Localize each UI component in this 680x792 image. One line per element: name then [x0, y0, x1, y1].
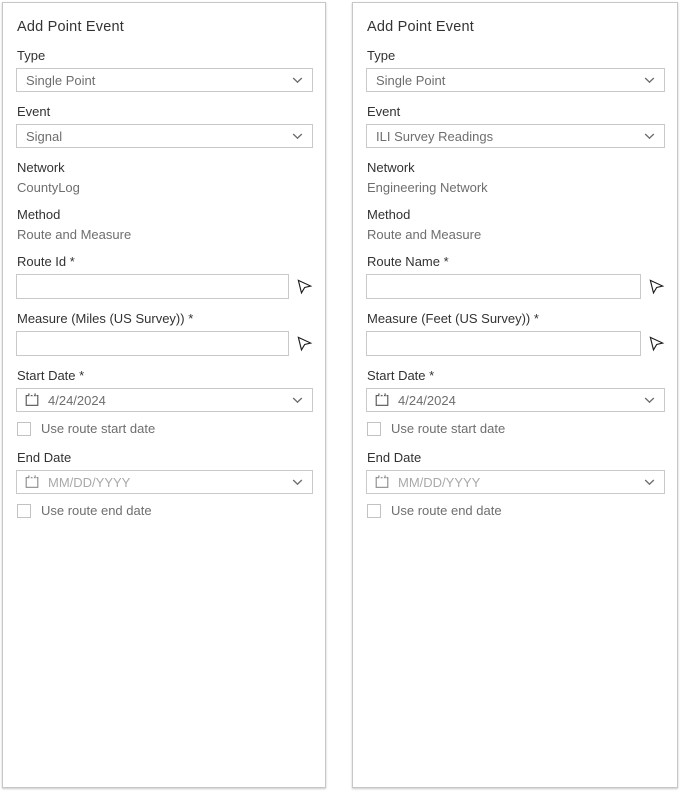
calendar-icon: [374, 392, 390, 408]
network-label: Network: [17, 160, 65, 175]
method-value: Route and Measure: [367, 227, 482, 242]
calendar-icon: [24, 474, 40, 490]
cursor-arrow-right-icon: [648, 335, 665, 352]
measure-row: [366, 331, 665, 356]
start-date-label: Start Date *: [367, 368, 435, 383]
method-value: Route and Measure: [17, 227, 132, 242]
route-name-row: [366, 274, 665, 299]
start-date-value: 4/24/2024: [48, 392, 106, 408]
measure-input[interactable]: [16, 331, 289, 356]
use-route-start-label: Use route start date: [391, 421, 506, 436]
type-label: Type: [367, 48, 396, 63]
end-date-picker[interactable]: [16, 470, 313, 494]
method-label: Method: [367, 207, 411, 222]
network-value: Engineering Network: [367, 180, 488, 195]
use-route-end-row: [17, 503, 313, 518]
calendar-icon: [374, 474, 390, 490]
chevron-down-icon: [292, 77, 303, 84]
type-select[interactable]: [16, 68, 313, 92]
event-select-value: Signal: [26, 128, 63, 144]
event-select-value: ILI Survey Readings: [376, 128, 494, 144]
end-date-label: End Date: [367, 450, 422, 465]
type-select-value: Single Point: [26, 72, 96, 88]
end-date-placeholder: MM/DD/YYYY: [398, 474, 481, 490]
chevron-down-icon: [644, 479, 655, 486]
start-date-picker[interactable]: [16, 388, 313, 412]
use-route-end-row: [367, 503, 665, 518]
chevron-down-icon: [644, 397, 655, 404]
event-label: Event: [367, 104, 401, 119]
use-route-start-checkbox[interactable]: [367, 422, 381, 436]
cursor-arrow-right-icon: [648, 278, 665, 295]
type-select-value: Single Point: [376, 72, 446, 88]
chevron-down-icon: [644, 133, 655, 140]
panel-title: Add Point Event: [17, 19, 124, 35]
cursor-arrow-right-icon: [296, 335, 313, 352]
end-date-placeholder: MM/DD/YYYY: [48, 474, 131, 490]
chevron-down-icon: [292, 397, 303, 404]
use-route-start-row: [17, 421, 313, 436]
measure-picker-button[interactable]: [295, 335, 313, 353]
route-picker-button[interactable]: [647, 278, 665, 296]
use-route-start-checkbox[interactable]: [17, 422, 31, 436]
cursor-arrow-right-icon: [296, 278, 313, 295]
route-id-row: [16, 274, 313, 299]
chevron-down-icon: [644, 77, 655, 84]
use-route-end-checkbox[interactable]: [367, 504, 381, 518]
method-label: Method: [17, 207, 61, 222]
add-point-event-panel-right: [352, 2, 678, 788]
event-label: Event: [17, 104, 51, 119]
measure-row: [16, 331, 313, 356]
measure-label: Measure (Feet (US Survey)) *: [367, 311, 539, 326]
measure-label: Measure (Miles (US Survey)) *: [17, 311, 194, 326]
panel-title: Add Point Event: [367, 19, 474, 35]
route-id-label: Route Id *: [17, 254, 75, 269]
use-route-end-label: Use route end date: [41, 503, 152, 518]
end-date-picker[interactable]: [366, 470, 665, 494]
measure-picker-button[interactable]: [647, 335, 665, 353]
type-label: Type: [17, 48, 46, 63]
measure-input[interactable]: [366, 331, 641, 356]
start-date-label: Start Date *: [17, 368, 85, 383]
network-value: CountyLog: [17, 180, 80, 195]
route-picker-button[interactable]: [295, 278, 313, 296]
calendar-icon: [24, 392, 40, 408]
start-date-picker[interactable]: [366, 388, 665, 412]
use-route-start-label: Use route start date: [41, 421, 156, 436]
chevron-down-icon: [292, 479, 303, 486]
event-select[interactable]: [366, 124, 665, 148]
add-point-event-panel-left: [2, 2, 326, 788]
event-select[interactable]: [16, 124, 313, 148]
use-route-end-checkbox[interactable]: [17, 504, 31, 518]
start-date-value: 4/24/2024: [398, 392, 456, 408]
use-route-start-row: [367, 421, 665, 436]
type-select[interactable]: [366, 68, 665, 92]
route-id-input[interactable]: [16, 274, 289, 299]
route-name-label: Route Name *: [367, 254, 449, 269]
chevron-down-icon: [292, 133, 303, 140]
route-name-input[interactable]: [366, 274, 641, 299]
network-label: Network: [367, 160, 415, 175]
end-date-label: End Date: [17, 450, 72, 465]
use-route-end-label: Use route end date: [391, 503, 502, 518]
